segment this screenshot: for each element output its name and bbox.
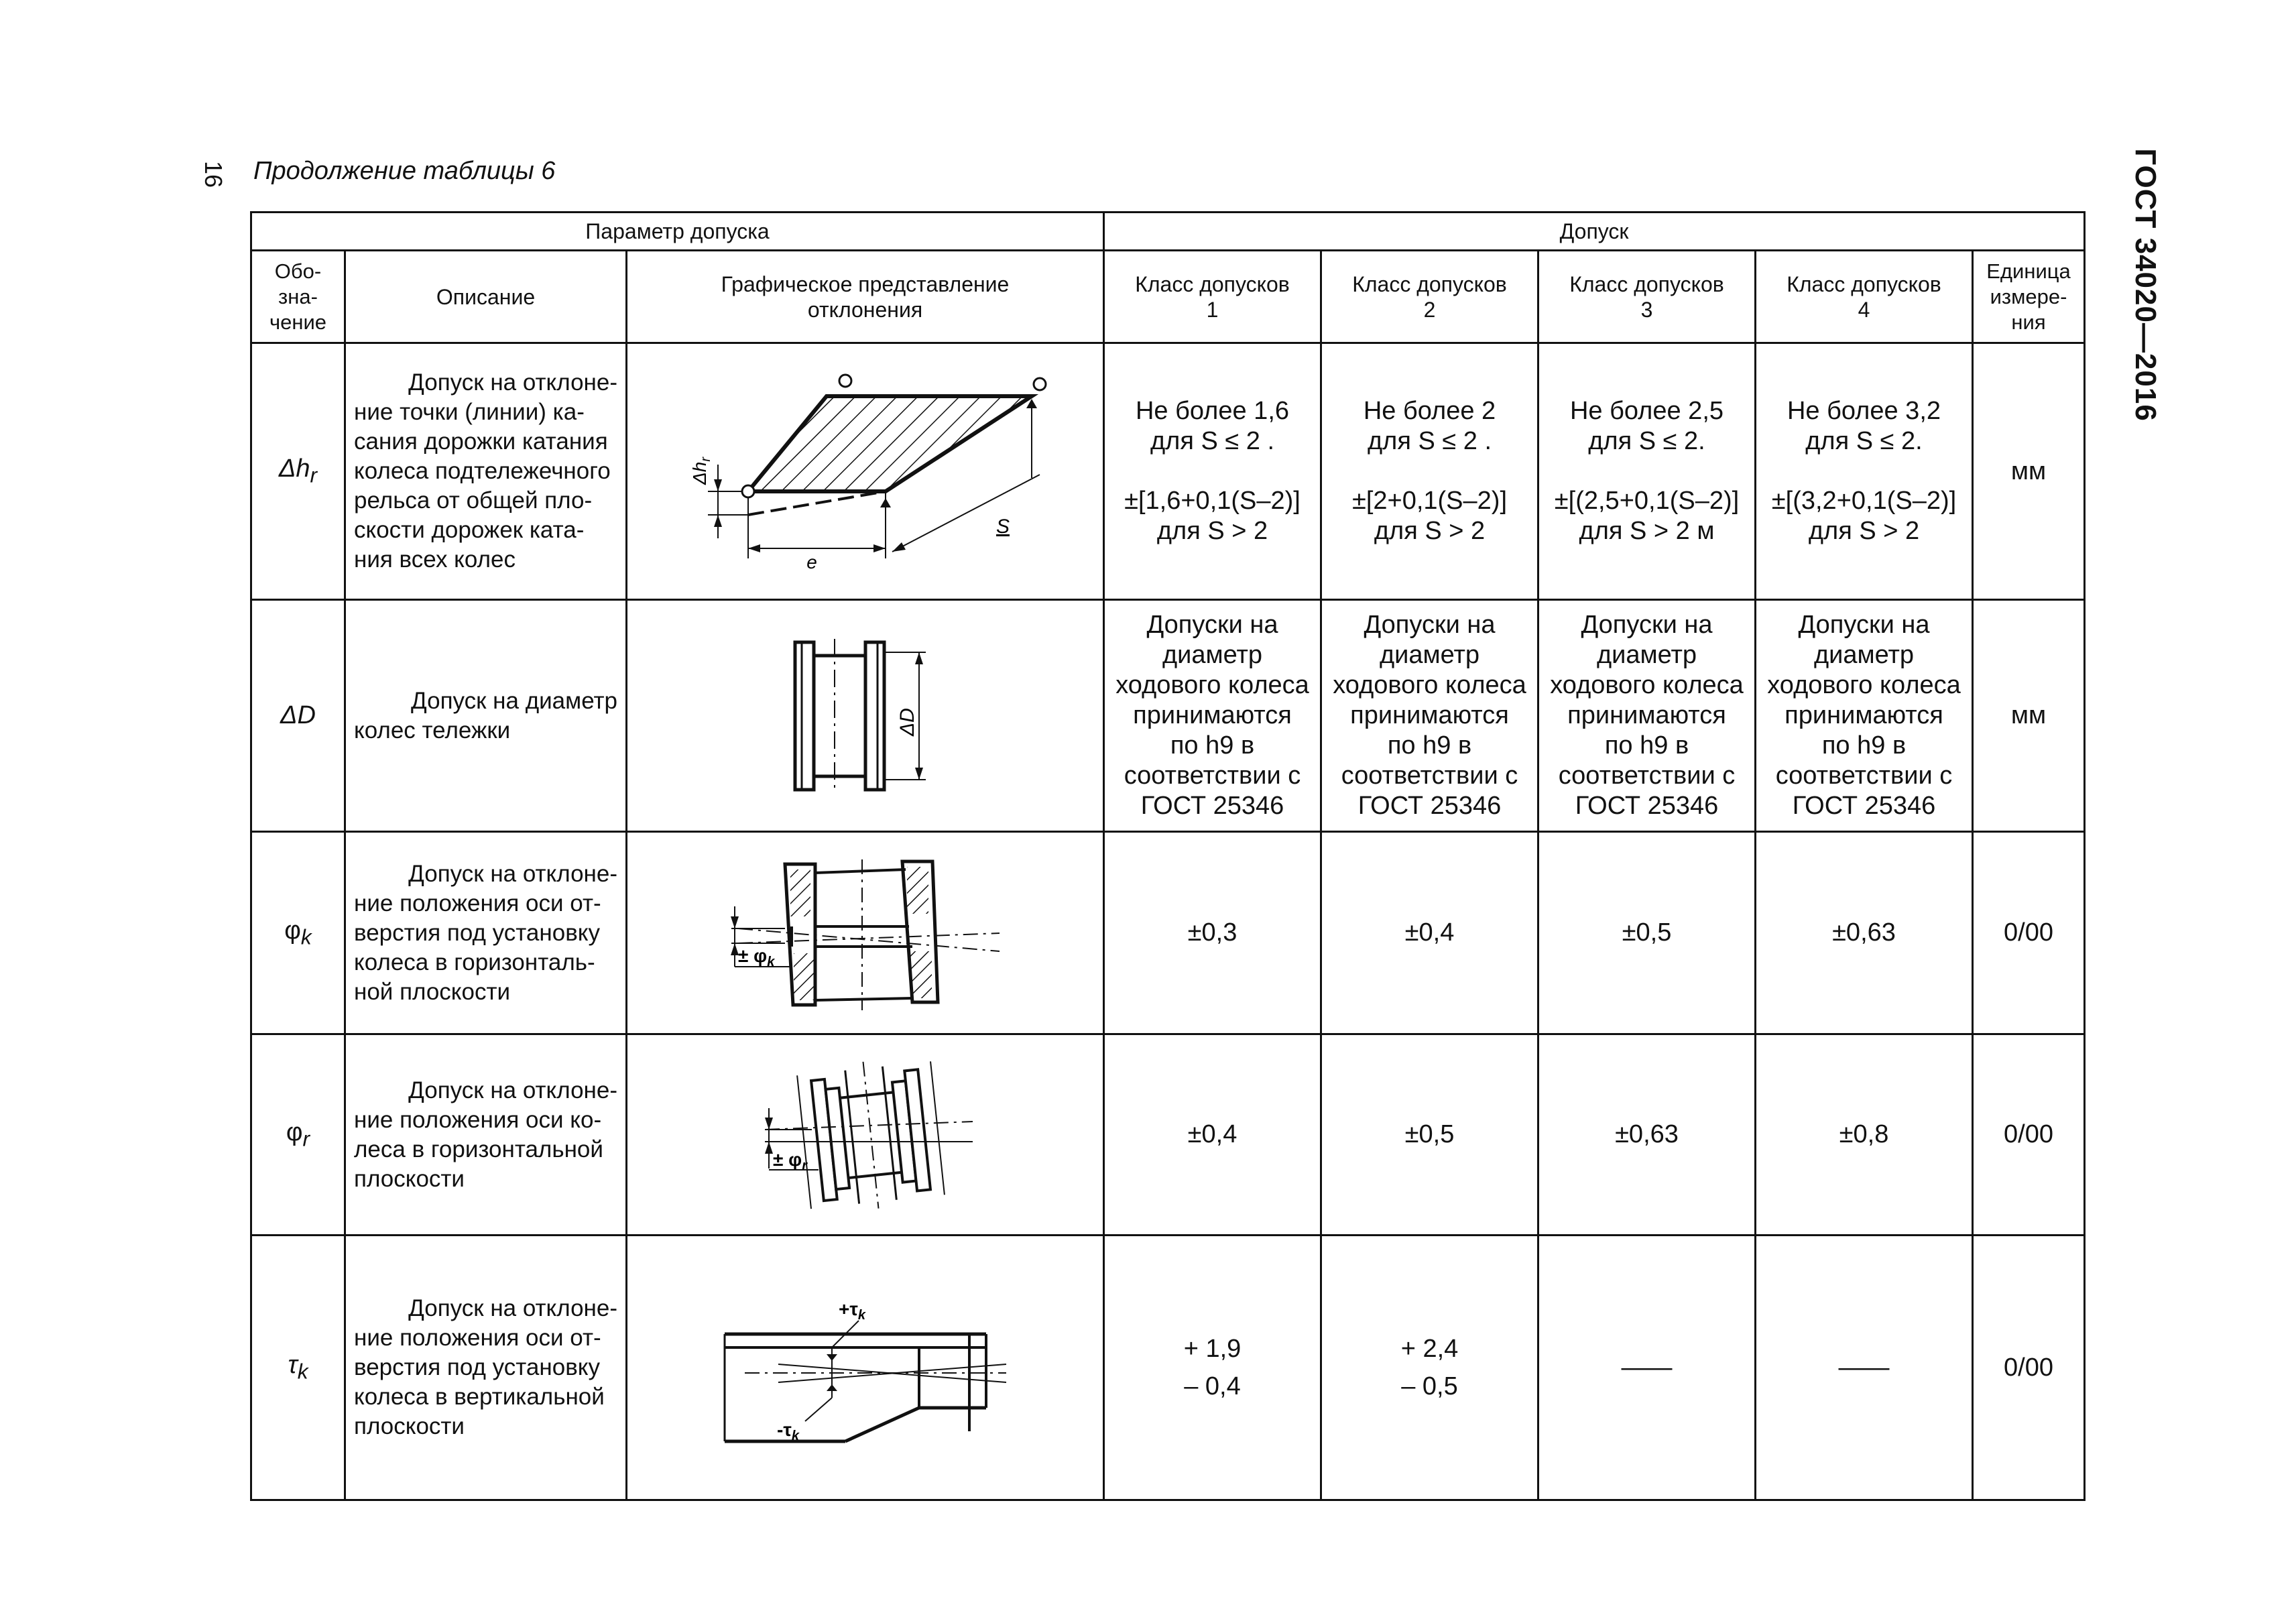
class-4-value: ——	[1756, 1236, 1973, 1500]
row-symbol: $\varphi_k$	[251, 832, 345, 1034]
class-1-value: Допуски на диаметр ходового колеса принимаются по h9 в соответствии с ГОСТ 25346	[1104, 600, 1321, 832]
table-row	[251, 343, 2085, 600]
row-symbol: $\tau_k$	[251, 1236, 345, 1500]
table-row	[251, 832, 2085, 1034]
class-3-value: Не более 2,5 для S ≤ 2. ±[(2,5+0,1(S–2)] для S > 2 м	[1538, 343, 1756, 600]
header-description: Описание	[345, 251, 627, 343]
class-2-value: ±0,5	[1321, 1034, 1538, 1236]
class-4-value: ±0,8	[1756, 1034, 1973, 1236]
figure-bore-axis-vertical	[627, 1236, 1104, 1500]
class-3-value: ±0,5	[1538, 832, 1756, 1034]
table-continuation-caption: Продолжение таблицы 6	[253, 157, 556, 185]
dim-s-label: S	[995, 516, 1010, 538]
row-unit: мм	[1973, 600, 2085, 832]
column-header-row	[251, 251, 2085, 343]
group-header-row	[251, 213, 2085, 251]
row-unit: 0/00	[1973, 1034, 2085, 1236]
dim-dd-label: ΔD	[896, 707, 918, 736]
row-symbol: ΔD	[251, 600, 345, 832]
dim-e-label: e	[806, 552, 817, 573]
header-parameter: Параметр допуска	[251, 213, 1104, 251]
class-4-value: ±0,63	[1756, 832, 1973, 1034]
row-symbol: $\varphi_r$	[251, 1034, 345, 1236]
row-description: Допуск на диаметр колес тележки	[345, 600, 627, 832]
header-symbol: Обо- зна- чение	[251, 251, 345, 343]
class-3-value: ±0,63	[1538, 1034, 1756, 1236]
figure-bore-axis-horizontal	[627, 832, 1104, 1034]
wheel-contact-deviation-diagram	[664, 357, 1067, 585]
figure-wheel-axis-horizontal	[627, 1034, 1104, 1236]
dim-phir-label: ± $\varphi_r$	[772, 1148, 807, 1173]
class-1-value: + 1,9 – 0,4	[1104, 1236, 1321, 1500]
header-class-4: Класс допусков 4	[1756, 251, 1973, 343]
class-2-value: Допуски на диаметр ходового колеса принимаются по h9 в соответствии с ГОСТ 25346	[1321, 600, 1538, 832]
class-3-value: ——	[1538, 1236, 1756, 1500]
dim-tk-plus-label: $+\tau_k$	[838, 1299, 865, 1323]
class-2-value: Не более 2 для S ≤ 2 . ±[2+0,1(S–2)] для S > 2	[1321, 343, 1538, 600]
class-4-value: Не более 3,2 для S ≤ 2. ±[(3,2+0,1(S–2)] для S > 2	[1756, 343, 1973, 600]
header-graphic: Графическое представление отклонения	[627, 251, 1104, 343]
class-1-value: Не более 1,6 для S ≤ 2 . ±[1,6+0,1(S–2)] для S > 2	[1104, 343, 1321, 600]
figure-wheel-diameter	[627, 600, 1104, 832]
header-class-2: Класс допусков 2	[1321, 251, 1538, 343]
dim-phik-label: ± $\varphi_k$	[737, 945, 774, 969]
class-2-value: ±0,4	[1321, 832, 1538, 1034]
header-class-1: Класс допусков 1	[1104, 251, 1321, 343]
wheel-axis-horizontal-diagram	[745, 1055, 986, 1215]
row-description: Допуск на отклоне- ние точки (линии) ка- сания дорожки катания колеса подтележечного рельса от общей пло- скости дорожек ката- ния всех колес	[345, 343, 627, 600]
header-class-3: Класс допусков 3	[1538, 251, 1756, 343]
header-unit: Единица измере- ния	[1973, 251, 2085, 343]
row-description: Допуск на отклоне- ние положения оси от- верстия под установку колеса в вертикальной плоскости	[345, 1236, 627, 1500]
table-row	[251, 1034, 2085, 1236]
class-2-value: + 2,4 – 0,5	[1321, 1236, 1538, 1500]
bore-axis-horizontal-diagram	[711, 849, 1020, 1017]
dim-tk-minus-label: $-\tau_k$	[776, 1419, 799, 1443]
tolerance-table	[250, 211, 2086, 1501]
row-description: Допуск на отклоне- ние положения оси ко- леса в горизонтальной плоскости	[345, 1034, 627, 1236]
row-symbol: $\Delta h_r$	[251, 343, 345, 600]
class-1-value: ±0,4	[1104, 1034, 1321, 1236]
dim-dh-label: $\Delta h_r$	[688, 457, 713, 485]
page-number: 16	[200, 160, 227, 188]
row-unit: 0/00	[1973, 1236, 2085, 1500]
row-unit: мм	[1973, 343, 2085, 600]
row-description: Допуск на отклоне- ние положения оси от- верстия под установку колеса в горизонталь- ной плоскости	[345, 832, 627, 1034]
wheel-diameter-diagram	[765, 629, 966, 803]
table-row	[251, 1236, 2085, 1500]
figure-wheel-contact-deviation	[627, 343, 1104, 600]
row-unit: 0/00	[1973, 832, 2085, 1034]
class-4-value: Допуски на диаметр ходового колеса принимаются по h9 в соответствии с ГОСТ 25346	[1756, 600, 1973, 832]
header-tolerance: Допуск	[1104, 213, 2085, 251]
bore-axis-vertical-diagram	[705, 1280, 1026, 1455]
class-3-value: Допуски на диаметр ходового колеса принимаются по h9 в соответствии с ГОСТ 25346	[1538, 600, 1756, 832]
standard-code: ГОСТ 34020—2016	[2129, 148, 2162, 422]
class-1-value: ±0,3	[1104, 832, 1321, 1034]
table-row	[251, 600, 2085, 832]
